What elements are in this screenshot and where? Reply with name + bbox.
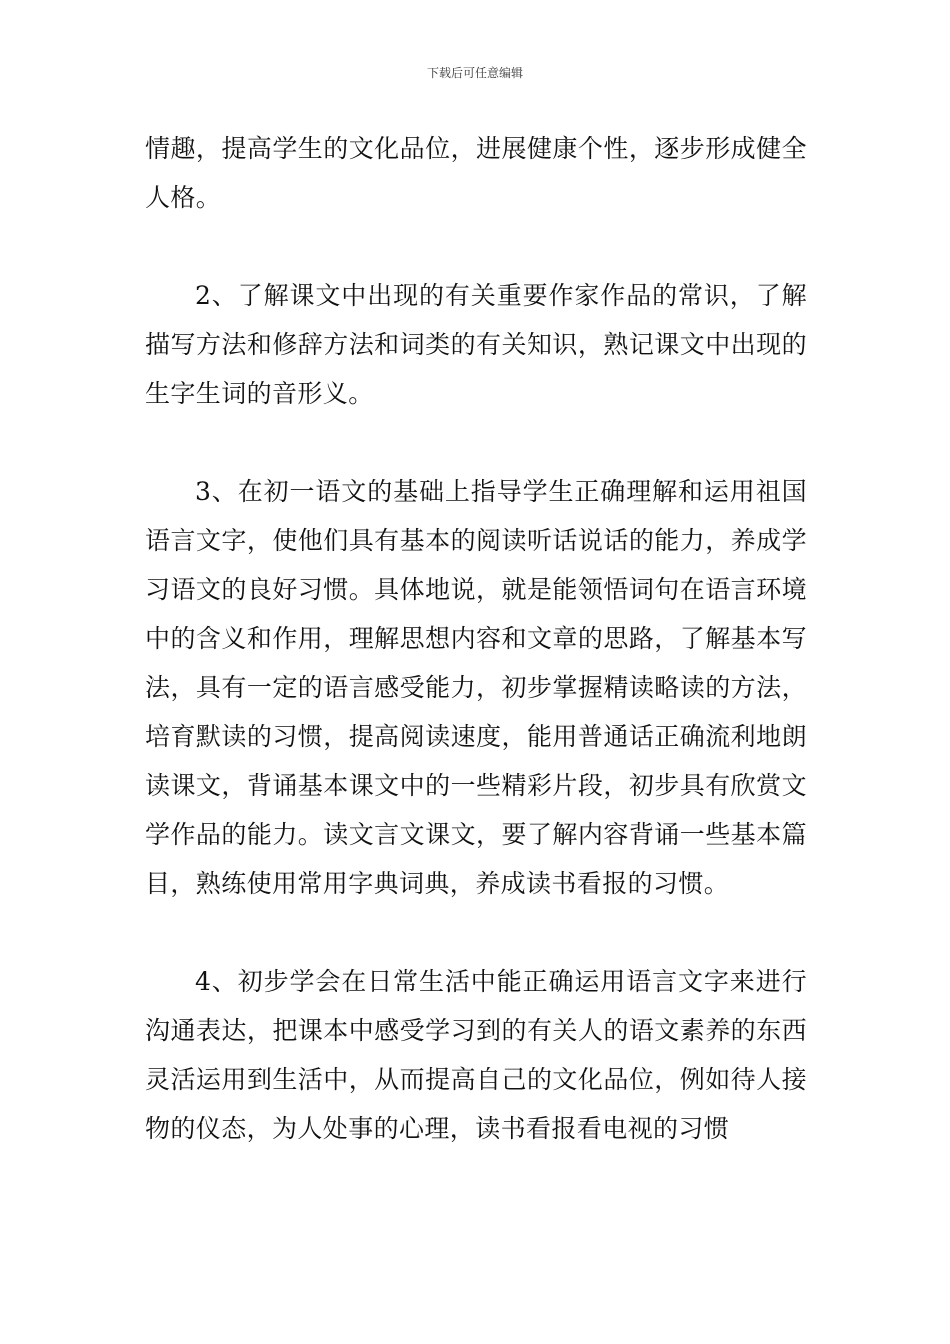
paragraph-item-3: 3、在初一语文的基础上指导学生正确理解和运用祖国语言文字，使他们具有基本的阅读听话说话的能力，养成学习语文的良好习惯。具体地说，就是能领悟词句在语言环境中的含义和作用，理解思想内容和文章的思路，了解基本写法，具有一定的语言感受能力，初步掌握精读略读的方法，培育默读的习惯，提高阅读速度，能用普通话正确流利地朗读课文，背诵基本课文中的一些精彩片段，初步具有欣赏文学作品的能力。读文言文课文，要了解内容背诵一些基本篇目，熟练使用常用字典词典，养成读书看报的习惯。 xyxy=(145,477,807,898)
page-header: 下载后可任意编辑 xyxy=(426,66,523,80)
document-body xyxy=(145,124,807,1153)
paragraph-item-4: 4、初步学会在日常生活中能正确运用语言文字来进行沟通表达，把课本中感受学习到的有关人的语文素养的东西灵活运用到生活中，从而提高自己的文化品位，例如待人接物的仪态，为人处事的心理，读书看报看电视的习惯 xyxy=(145,967,807,1143)
paragraph-item-2: 2、了解课文中出现的有关重要作家作品的常识，了解描写方法和修辞方法和词类的有关知识，熟记课文中出现的生字生词的音形义。 xyxy=(145,281,807,408)
paragraph-continuation: 情趣，提高学生的文化品位，进展健康个性，逐步形成健全人格。 xyxy=(145,134,807,212)
